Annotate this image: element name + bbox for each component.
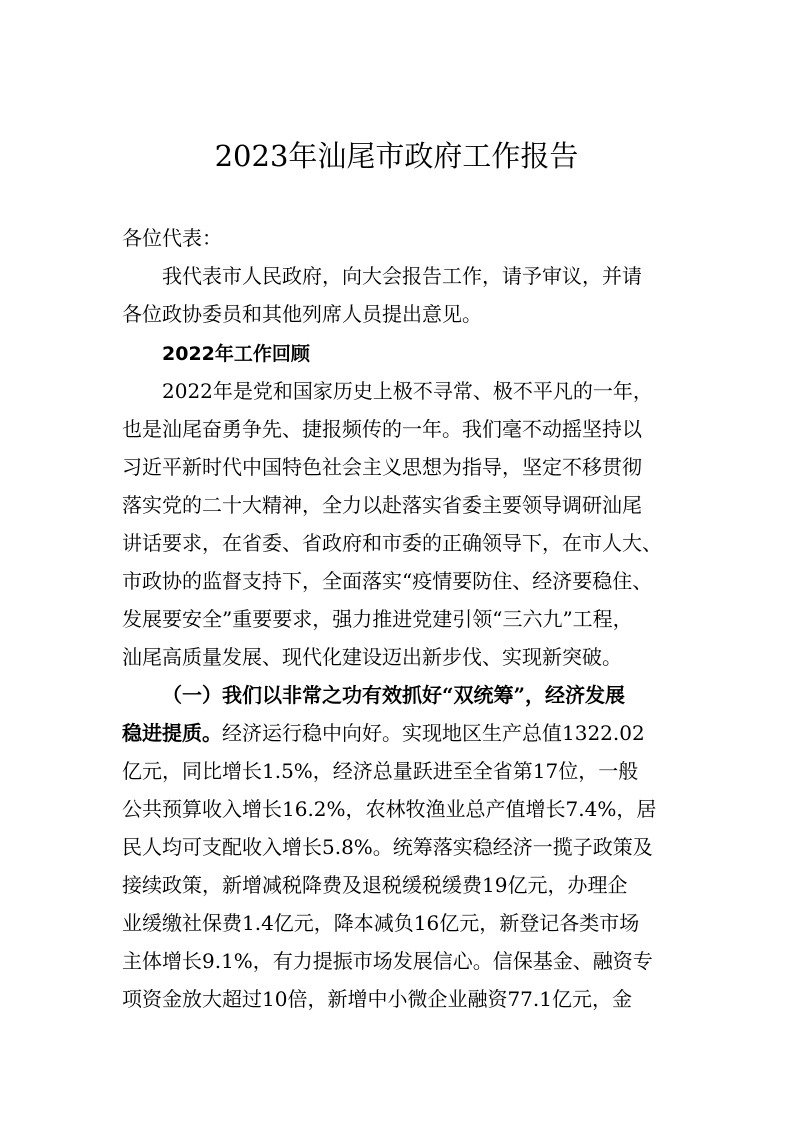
salutation: 各位代表： xyxy=(122,226,222,250)
item1-line: 主体增长9.1%，有力提振市场发展信心。信保基金、融资专 xyxy=(122,949,653,973)
item1-line: 公共预算收入增长16.2%，农林牧渔业总产值增长7.4%，居 xyxy=(122,797,657,821)
item1-bold-lead: 稳进提质。 xyxy=(122,721,222,745)
item1-line xyxy=(122,721,645,745)
item1-line: 业缓缴社保费1.4亿元，降本减负16亿元，新登记各类市场 xyxy=(122,911,640,935)
review-line: 汕尾高质量发展、现代化建设迈出新步伐、实现新突破。 xyxy=(122,645,622,669)
item1-line: 项资金放大超过10倍，新增中小微企业融资77.1亿元，金 xyxy=(122,987,632,1011)
intro-line: 各位政协委员和其他列席人员提出意见。 xyxy=(122,302,482,326)
item1-line: 亿元，同比增长1.5%，经济总量跃进至全省第17位，一般 xyxy=(122,759,639,783)
item1-line: 民人均可支配收入增长5.8%。统筹落实稳经济一揽子政策及 xyxy=(122,835,653,859)
item1-rest: 经济运行稳中向好。实现地区生产总值1322.02 xyxy=(222,721,645,745)
review-line: 讲话要求，在省委、省政府和市委的正确领导下，在市人大、 xyxy=(122,531,662,555)
review-line: 发展要安全”重要要求，强力推进党建引领“三六九”工程， xyxy=(122,607,633,631)
page-title: 2023年汕尾市政府工作报告 xyxy=(214,139,579,173)
review-line: 落实党的二十大精神，全力以赴落实省委主要领导调研汕尾 xyxy=(122,493,642,517)
review-line: 习近平新时代中国特色社会主义思想为指导，坚定不移贯彻 xyxy=(122,455,642,479)
review-line: 也是汕尾奋勇争先、捷报频传的一年。我们毫不动摇坚持以 xyxy=(122,417,642,441)
review-line: 2022年是党和国家历史上极不寻常、极不平凡的一年， xyxy=(162,379,653,403)
intro-line: 我代表市人民政府，向大会报告工作，请予审议，并请 xyxy=(162,264,642,288)
item1-line: 接续政策，新增减税降费及退税缓税缓费19亿元，办理企 xyxy=(122,873,628,897)
review-line: 市政协的监督支持下，全面落实“疫情要防住、经济要稳住、 xyxy=(122,569,653,593)
section-heading: 2022年工作回顾 xyxy=(162,343,310,365)
item1-bold-line: （一）我们以非常之功有效抓好“双统筹”，经济发展 xyxy=(162,683,626,707)
